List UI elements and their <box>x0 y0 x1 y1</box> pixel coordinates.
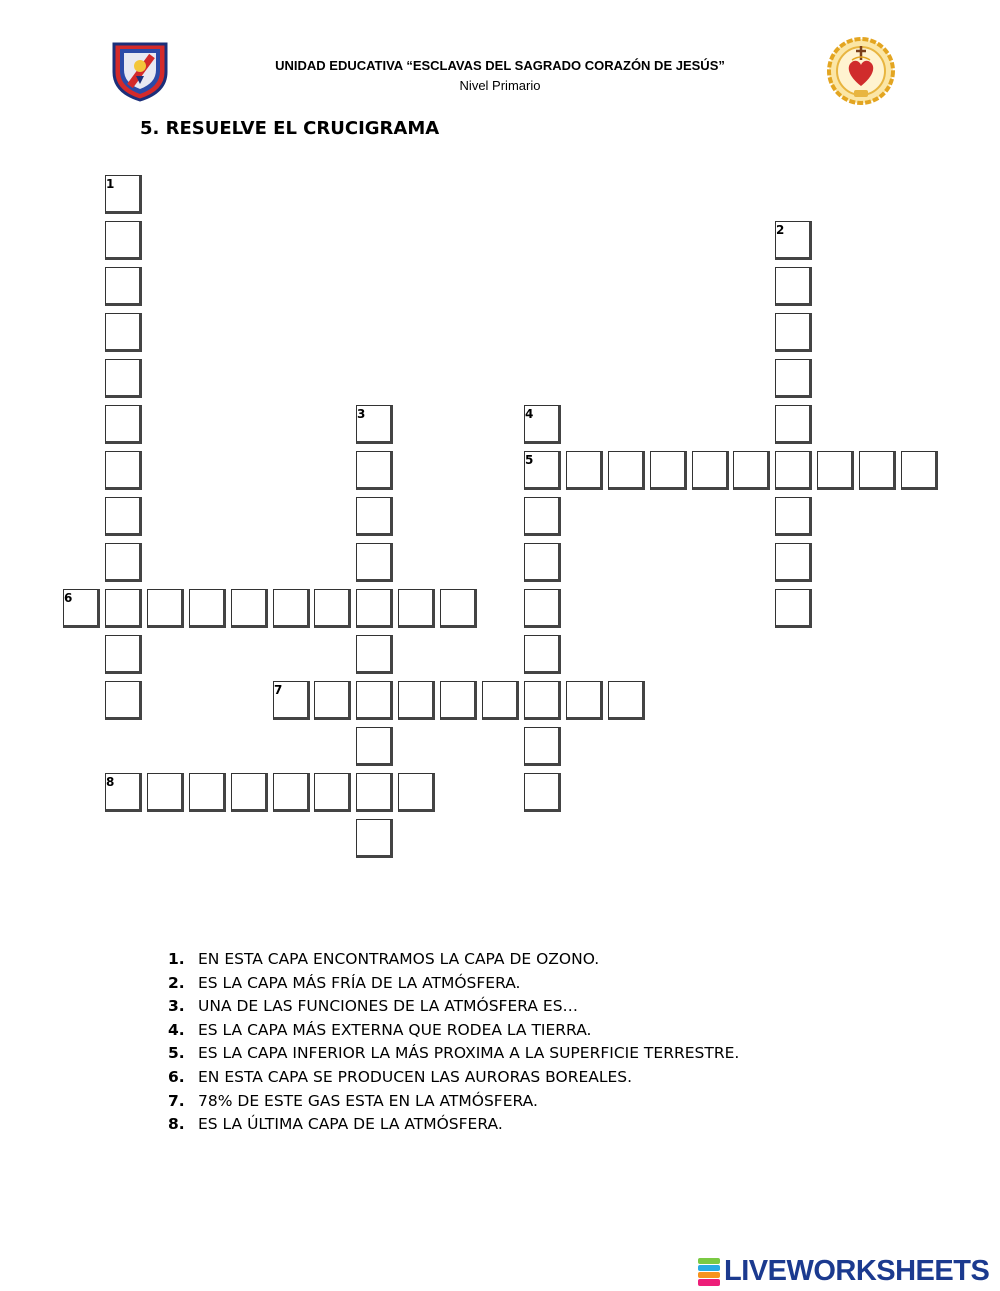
crossword-letter-input[interactable] <box>148 590 181 625</box>
crossword-letter-input[interactable] <box>776 498 809 533</box>
crossword-cell[interactable] <box>901 451 938 490</box>
crossword-letter-input[interactable] <box>776 360 809 395</box>
crossword-cell[interactable] <box>189 589 226 628</box>
crossword-cell[interactable] <box>440 589 477 628</box>
crossword-letter-input[interactable] <box>274 682 307 717</box>
crossword-letter-input[interactable] <box>106 636 139 671</box>
crossword-cell[interactable] <box>524 497 561 536</box>
clue-number: 3. <box>168 997 185 1016</box>
clue-text: EN ESTA CAPA ENCONTRAMOS LA CAPA DE OZONO. <box>198 950 600 968</box>
crossword-cell[interactable] <box>273 681 310 720</box>
crossword-cell[interactable] <box>314 681 351 720</box>
crossword-cell[interactable] <box>63 589 100 628</box>
crossword-clue-number: 4 <box>525 407 534 421</box>
crossword-cell[interactable] <box>314 773 351 812</box>
crossword-letter-input[interactable] <box>525 544 558 579</box>
crossword-cell[interactable] <box>398 681 435 720</box>
crossword-letter-input[interactable] <box>232 774 265 809</box>
crossword-cell[interactable] <box>733 451 770 490</box>
clue-item <box>168 1019 739 1043</box>
crossword-cell[interactable] <box>524 773 561 812</box>
crossword-cell[interactable] <box>775 267 812 306</box>
crossword-letter-input[interactable] <box>106 452 139 487</box>
crossword-cell[interactable] <box>147 589 184 628</box>
crossword-letter-input[interactable] <box>106 360 139 395</box>
crossword-cell[interactable] <box>650 451 687 490</box>
clue-item <box>168 1066 739 1090</box>
clue-number: 8. <box>168 1115 185 1134</box>
crossword-clue-number: 3 <box>357 407 366 421</box>
crossword-cell[interactable] <box>524 635 561 674</box>
school-name: UNIDAD EDUCATIVA “ESCLAVAS DEL SAGRADO CORAZÓN DE JESÚS” <box>275 58 725 73</box>
crossword-letter-input[interactable] <box>776 544 809 579</box>
crossword-letter-input[interactable] <box>106 314 139 349</box>
crossword-letter-input[interactable] <box>274 774 307 809</box>
clue-number: 5. <box>168 1044 185 1063</box>
clue-number: 6. <box>168 1067 185 1086</box>
crossword-cell[interactable] <box>105 589 142 628</box>
crossword-letter-input[interactable] <box>106 176 139 211</box>
crossword-clue-number: 1 <box>106 177 115 191</box>
crossword-cell[interactable] <box>775 405 812 444</box>
crossword-cell[interactable] <box>105 681 142 720</box>
crossword-letter-input[interactable] <box>190 590 223 625</box>
crossword-clue-number: 8 <box>106 775 115 789</box>
crossword-letter-input[interactable] <box>776 452 809 487</box>
liveworksheets-icon <box>698 1258 720 1286</box>
crossword-cell[interactable] <box>105 221 142 260</box>
crossword-cell[interactable] <box>105 359 142 398</box>
crossword-letter-input[interactable] <box>232 590 265 625</box>
crossword-cell[interactable] <box>356 543 393 582</box>
crossword-letter-input[interactable] <box>106 774 139 809</box>
clue-number: 1. <box>168 950 185 968</box>
crossword-cell[interactable] <box>356 497 393 536</box>
crossword-letter-input[interactable] <box>106 544 139 579</box>
crossword-cell[interactable] <box>147 773 184 812</box>
clue-item <box>168 995 739 1019</box>
crossword-cell[interactable] <box>356 681 393 720</box>
crossword-letter-input[interactable] <box>106 590 139 625</box>
crossword-letter-input[interactable] <box>357 590 390 625</box>
crossword-cell[interactable] <box>356 589 393 628</box>
crossword-letter-input[interactable] <box>357 820 390 855</box>
clue-item <box>168 1042 739 1066</box>
crossword-cell[interactable] <box>482 681 519 720</box>
crossword-letter-input[interactable] <box>357 544 390 579</box>
school-level: Nivel Primario <box>459 78 541 93</box>
crossword-letter-input[interactable] <box>315 774 348 809</box>
crossword-cell[interactable] <box>105 773 142 812</box>
crossword-cell[interactable] <box>692 451 729 490</box>
crossword-cell[interactable] <box>524 589 561 628</box>
crossword-cell[interactable] <box>398 773 435 812</box>
crossword-cell[interactable] <box>273 773 310 812</box>
crossword-letter-input[interactable] <box>776 590 809 625</box>
crossword-letter-input[interactable] <box>399 590 432 625</box>
crossword-cell[interactable] <box>859 451 896 490</box>
clue-text: EN ESTA CAPA SE PRODUCEN LAS AURORAS BOREALES. <box>198 1067 633 1086</box>
crossword-letter-input[interactable] <box>357 406 390 441</box>
sacred-heart-logo <box>826 36 896 111</box>
crossword-letter-input[interactable] <box>64 590 97 625</box>
crossword-letter-input[interactable] <box>357 452 390 487</box>
crossword-letter-input[interactable] <box>483 682 516 717</box>
crossword-letter-input[interactable] <box>274 590 307 625</box>
crossword-letter-input[interactable] <box>357 636 390 671</box>
crossword-clue-number: 2 <box>776 223 785 237</box>
crossword-cell[interactable] <box>608 451 645 490</box>
crossword-letter-input[interactable] <box>357 682 390 717</box>
crossword-cell[interactable] <box>817 451 854 490</box>
section-title: 5. RESUELVE EL CRUCIGRAMA <box>140 118 440 139</box>
crossword-cell[interactable] <box>356 819 393 858</box>
crossword-cell[interactable] <box>356 727 393 766</box>
crossword-cell[interactable] <box>105 543 142 582</box>
crossword-letter-input[interactable] <box>441 590 474 625</box>
crossword-letter-input[interactable] <box>776 406 809 441</box>
crossword-letter-input[interactable] <box>148 774 181 809</box>
crossword-cell[interactable] <box>189 773 226 812</box>
clue-text: 78% DE ESTE GAS ESTA EN LA ATMÓSFERA. <box>198 1091 538 1110</box>
crossword-cell[interactable] <box>608 681 645 720</box>
crossword-letter-input[interactable] <box>357 728 390 763</box>
crossword-letter-input[interactable] <box>106 406 139 441</box>
liveworksheets-logo-text: LIVEWORKSHEETS <box>724 1255 990 1287</box>
crossword-letter-input[interactable] <box>609 452 642 487</box>
clue-text: ES LA CAPA INFERIOR LA MÁS PROXIMA A LA SUPERFICIE TERRESTRE. <box>198 1044 740 1063</box>
clue-item <box>168 972 739 996</box>
crossword-cell[interactable] <box>231 589 268 628</box>
crossword-letter-input[interactable] <box>106 268 139 303</box>
crossword-cell[interactable] <box>775 497 812 536</box>
clue-item <box>168 948 739 972</box>
crossword-cell[interactable] <box>105 175 142 214</box>
crossword-cell[interactable] <box>231 773 268 812</box>
crossword-letter-input[interactable] <box>525 636 558 671</box>
crossword-letter-input[interactable] <box>525 452 558 487</box>
crossword-cell[interactable] <box>775 543 812 582</box>
clue-number: 7. <box>168 1091 185 1110</box>
crossword-cell[interactable] <box>524 405 561 444</box>
crossword-cell[interactable] <box>356 451 393 490</box>
crossword-letter-input[interactable] <box>525 774 558 809</box>
crossword-letter-input[interactable] <box>525 406 558 441</box>
crossword-letter-input[interactable] <box>525 728 558 763</box>
crossword-cell[interactable] <box>566 681 603 720</box>
clue-item <box>168 1090 739 1114</box>
crossword-cell[interactable] <box>775 221 812 260</box>
crossword-letter-input[interactable] <box>860 452 893 487</box>
crossword-cell[interactable] <box>105 267 142 306</box>
crossword-letter-input[interactable] <box>190 774 223 809</box>
crossword-cell[interactable] <box>524 543 561 582</box>
clue-item <box>168 1113 739 1137</box>
crossword-letter-input[interactable] <box>525 498 558 533</box>
crossword-letter-input[interactable] <box>776 222 809 257</box>
crossword-letter-input[interactable] <box>567 682 600 717</box>
crossword-letter-input[interactable] <box>609 682 642 717</box>
crossword-cell[interactable] <box>105 405 142 444</box>
crossword-letter-input[interactable] <box>651 452 684 487</box>
crossword-letter-input[interactable] <box>357 774 390 809</box>
crossword-letter-input[interactable] <box>106 222 139 257</box>
crossword-letter-input[interactable] <box>106 498 139 533</box>
clue-text: UNA DE LAS FUNCIONES DE LA ATMÓSFERA ES… <box>198 997 579 1016</box>
crossword-cell[interactable] <box>356 635 393 674</box>
crossword-letter-input[interactable] <box>818 452 851 487</box>
crossword-cell[interactable] <box>105 497 142 536</box>
crossword-cell[interactable] <box>775 451 812 490</box>
crossword-letter-input[interactable] <box>776 268 809 303</box>
liveworksheets-brand <box>698 1255 989 1288</box>
crossword-cell[interactable] <box>775 359 812 398</box>
crossword-clue-number: 5 <box>525 453 534 467</box>
crossword-clue-number: 7 <box>274 683 283 697</box>
crossword-clue-number: 6 <box>64 591 73 605</box>
crossword-cell[interactable] <box>105 313 142 352</box>
crossword-letter-input[interactable] <box>315 590 348 625</box>
clue-text: ES LA CAPA MÁS FRÍA DE LA ATMÓSFERA. <box>198 973 521 992</box>
crossword-cell[interactable] <box>398 589 435 628</box>
crossword-cell[interactable] <box>566 451 603 490</box>
crossword-cell[interactable] <box>775 589 812 628</box>
crossword-letter-input[interactable] <box>441 682 474 717</box>
crossword-cell[interactable] <box>356 405 393 444</box>
crossword-cell[interactable] <box>524 727 561 766</box>
clue-text: ES LA ÚLTIMA CAPA DE LA ATMÓSFERA. <box>198 1115 503 1134</box>
crossword-letter-input[interactable] <box>315 682 348 717</box>
crossword-cell[interactable] <box>524 451 561 490</box>
clues-list <box>168 948 739 1137</box>
crossword-cell[interactable] <box>105 635 142 674</box>
crossword-cell[interactable] <box>524 681 561 720</box>
crossword-letter-input[interactable] <box>902 452 935 487</box>
crossword-cell[interactable] <box>440 681 477 720</box>
crossword-letter-input[interactable] <box>525 590 558 625</box>
crossword-cell[interactable] <box>314 589 351 628</box>
crossword-letter-input[interactable] <box>399 682 432 717</box>
clue-number: 2. <box>168 973 185 992</box>
crossword-letter-input[interactable] <box>357 498 390 533</box>
crossword-cell[interactable] <box>775 313 812 352</box>
crossword-cell[interactable] <box>273 589 310 628</box>
crossword-letter-input[interactable] <box>525 682 558 717</box>
crossword-letter-input[interactable] <box>567 452 600 487</box>
clue-number: 4. <box>168 1020 185 1039</box>
crossword-letter-input[interactable] <box>776 314 809 349</box>
crossword-letter-input[interactable] <box>693 452 726 487</box>
clue-text: ES LA CAPA MÁS EXTERNA QUE RODEA LA TIERRA. <box>198 1020 592 1039</box>
crossword-cell[interactable] <box>105 451 142 490</box>
crossword-letter-input[interactable] <box>734 452 767 487</box>
crossword-letter-input[interactable] <box>106 682 139 717</box>
crossword-letter-input[interactable] <box>399 774 432 809</box>
crossword-cell[interactable] <box>356 773 393 812</box>
